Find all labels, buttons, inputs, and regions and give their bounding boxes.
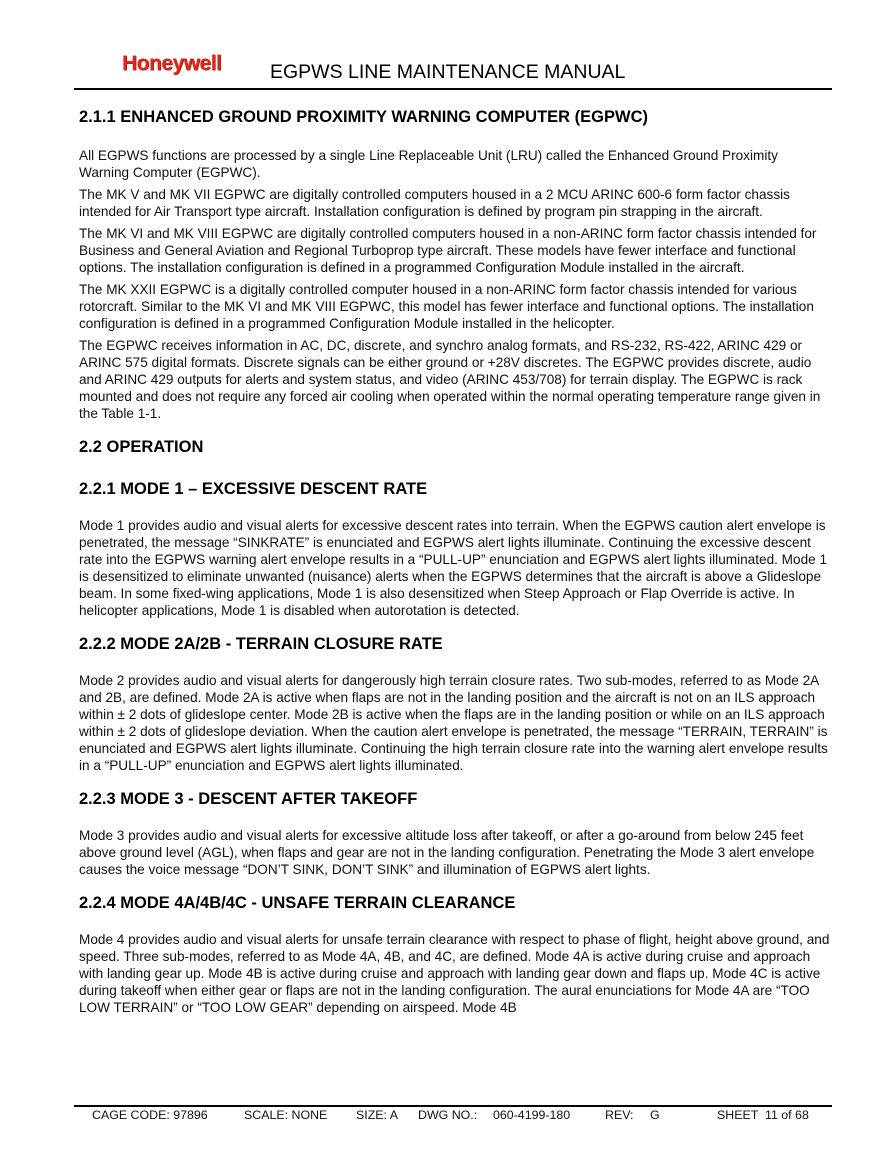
section-heading-2-2-2: 2.2.2 MODE 2A/2B - TERRAIN CLOSURE RATE — [79, 635, 443, 653]
section-heading-2-1-1: 2.1.1 ENHANCED GROUND PROXIMITY WARNING COMPUTER (EGPWC) — [79, 108, 648, 126]
paragraph: All EGPWS functions are processed by a single Line Replaceable Unit (LRU) called the Enhanced Ground Proximity Warning Computer (EGPWC). — [79, 148, 778, 180]
rev-value: G — [650, 1108, 660, 1122]
paragraph: Mode 2 provides audio and visual alerts for dangerously high terrain closure rates. Two sub-modes, referred to as Mode 2A and 2B, are defined. Mode 2A is active when flaps are not in the landing position and the aircraft is not on an ILS approach within ± 2 dots of glideslope center. Mode 2B is active when the flaps are in the landing position or while on an ILS approach within ± 2 dots of glideslope deviation. When the caution alert envelope is penetrated, the message “TERRAIN, TERRAIN” is enunciated and EGPWS alert lights illuminate. Continuing the high terrain closure rate into the warning alert envelope results in a “PULL-UP” enunciation and EGPWS alert lights illuminated. — [79, 673, 828, 773]
section-heading-2-2: 2.2 OPERATION — [79, 438, 204, 456]
section-heading-2-2-4: 2.2.4 MODE 4A/4B/4C - UNSAFE TERRAIN CLEARANCE — [79, 894, 516, 912]
rev-label: REV: — [605, 1108, 634, 1122]
paragraph: Mode 3 provides audio and visual alerts for excessive altitude loss after takeoff, or after a go-around from below 245 feet above ground level (AGL), when flaps and gear are not in the landing configuration. Penetrating the Mode 3 alert envelope causes the voice message “DON’T SINK, DON’T SINK” and illumination of EGPWS alert lights. — [79, 828, 815, 877]
paragraph: Mode 1 provides audio and visual alerts for excessive descent rates into terrain. When the EGPWS caution alert envelope is penetrated, the message “SINKRATE” is enunciated and EGPWS alert lights illuminate. Continuing the excessive descent rate into the EGPWS warning alert envelope results in a “PULL-UP” enunciation and EGPWS alert lights illuminated. Mode 1 is desensitized to eliminate unwanted (nuisance) alerts when the EGPWS determines that the aircraft is above a Glideslope beam. In some fixed-wing applications, Mode 1 is also desensitized when Steep Approach or Flap Override is active. In helicopter applications, Mode 1 is disabled when autorotation is detected. — [79, 518, 828, 618]
footer-divider — [74, 1105, 832, 1107]
manual-title: EGPWS LINE MAINTENANCE MANUAL — [270, 61, 626, 83]
sheet-number: SHEET 11 of 68 — [717, 1108, 809, 1122]
cage-code: CAGE CODE: 97896 — [92, 1108, 208, 1122]
paragraph: The MK XXII EGPWC is a digitally controlled computer housed in a non-ARINC form factor chassis intended for various rotorcraft. Similar to the MK VI and MK VIII EGPWC, this model has fewer interface and functional options. The installation configuration is defined in a programmed Configuration Module installed in the helicopter. — [79, 282, 814, 331]
page-body — [79, 108, 831, 1016]
scale: SCALE: NONE — [244, 1108, 328, 1122]
section-heading-2-2-3: 2.2.3 MODE 3 - DESCENT AFTER TAKEOFF — [79, 790, 418, 808]
paragraph: The EGPWC receives information in AC, DC, discrete, and synchro analog formats, and RS-232, RS-422, ARINC 429 or ARINC 575 digital formats. Discrete signals can be either ground or +28V discretes. The EGPWC provides discrete, audio and ARINC 429 outputs for alerts and system status, and video (ARINC 453/708) for terrain display. The EGPWC is rack mounted and does not require any forced air cooling when operated within the normal operating temperature range given in the Table 1-1. — [79, 338, 821, 421]
paragraph: The MK VI and MK VIII EGPWC are digitally controlled computers housed in a non-ARINC form factor chassis intended for Business and General Aviation and Regional Turboprop type aircraft. These models have fewer interface and functional options. The installation configuration is defined in a programmed Configuration Module installed in the aircraft. — [79, 226, 817, 275]
size: SIZE: A — [356, 1108, 399, 1122]
paragraph: Mode 4 provides audio and visual alerts for unsafe terrain clearance with respect to phase of flight, height above ground, and speed. Three sub-modes, referred to as Mode 4A, 4B, and 4C, are defined. Mode 4A is active during cruise and approach with landing gear up. Mode 4B is active during cruise and approach with landing gear down and flaps up. Mode 4C is active during takeoff when either gear or flaps are not in the landing configuration. The aural enunciations for Mode 4A are “TOO LOW TERRAIN” or “TOO LOW GEAR” depending on airspeed. Mode 4B — [79, 932, 830, 1015]
section-heading-2-2-1: 2.2.1 MODE 1 – EXCESSIVE DESCENT RATE — [79, 480, 428, 498]
dwg-number: 060-4199-180 — [493, 1108, 571, 1122]
paragraph: The MK V and MK VII EGPWC are digitally controlled computers housed in a 2 MCU ARINC 600-6 form factor chassis intended for Air Transport type aircraft. Installation configuration is defined by program pin strapping in the aircraft. — [79, 187, 790, 219]
header-divider — [74, 88, 832, 90]
dwg-label: DWG NO.: — [418, 1108, 478, 1122]
honeywell-logo: Honeywell — [122, 52, 222, 75]
